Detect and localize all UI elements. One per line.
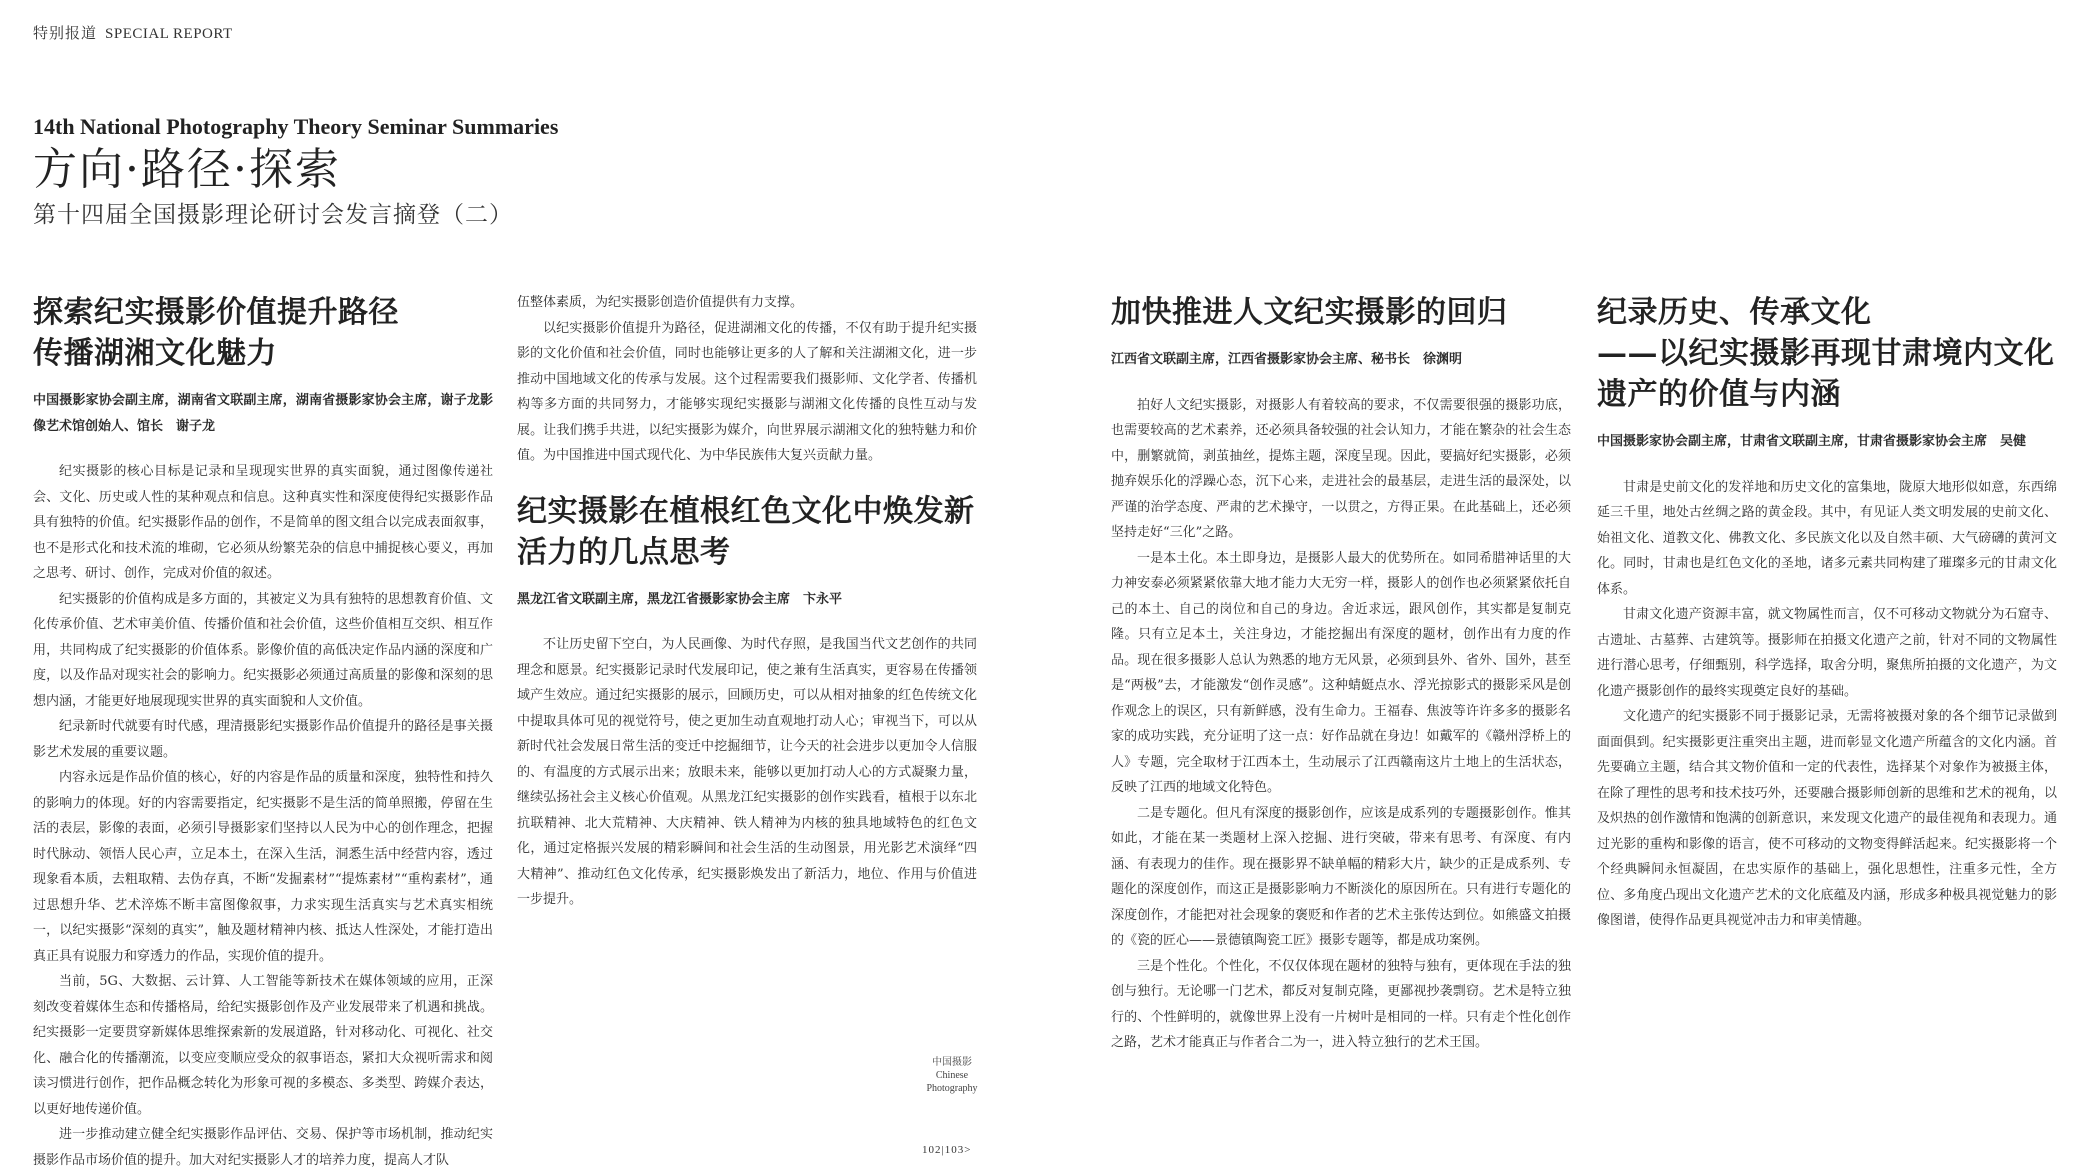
- article-4-title-line2: ——以纪实摄影再现甘肃境内文化: [1597, 336, 2055, 371]
- article-1-continuation: 伍整体素质，为纪实摄影创造价值提供有力支撑。: [517, 295, 804, 310]
- article-4-title-line1: 纪录历史、传承文化: [1597, 295, 1872, 330]
- article-3-paragraph: 三是个性化。个性化，不仅仅体现在题材的独特与独有，更体现在手法的独创与独行。无论哪一门艺术，都反对复制克隆，更鄙视抄袭剽窃。艺术是特立独行的、个性鲜明的，就像世界上没有一片树叶是相同的一样。只有走个性化创作之路，艺术才能真正与作者合二为一，进入特立独行的艺术王国。: [1111, 958, 1571, 1050]
- article-4-byline: 中国摄影家协会副主席，甘肃省文联副主席，甘肃省摄影家协会主席 吴健: [1597, 434, 2027, 449]
- article-1-paragraph: 纪实摄影的核心目标是记录和呈现现实世界的真实面貌，通过图像传递社会、文化、历史或人性的某种观点和信息。这种真实性和深度使得纪实摄影作品具有独特的价值。纪实摄影作品的创作，不是简单的图文组合以完成表面叙事，也不是形式化和技术流的堆砌，它必须从纷繁芜杂的信息中捕捉核心要义，再加之思考、研讨、创作，完成对价值的叙述。: [33, 464, 493, 581]
- main-title: 方向·路径·探索: [33, 144, 341, 195]
- article-2-title: [517, 491, 977, 573]
- section-label-cn: 特别报道: [33, 24, 98, 42]
- section-label-en: SPECIAL REPORT: [105, 26, 233, 42]
- running-head: [33, 22, 233, 43]
- article-2-title-line1: 纪实摄影在植根红色文化中焕发新: [517, 493, 975, 529]
- article-4-paragraph: 甘肃是史前文化的发祥地和历史文化的富集地，陇原大地形似如意，东西绵延三千里，地处古丝绸之路的黄金段。其中，有见证人类文明发展的史前文化、始祖文化、道教文化、佛教文化、多民族文化以及自然丰硕、大气磅礴的黄河文化。同时，甘肃也是红色文化的圣地，诸多元素共同构建了璀璨多元的甘肃文化体系。: [1597, 479, 2057, 597]
- credit-cn: 中国摄影: [932, 1057, 972, 1068]
- article-1-closing: 以纪实摄影价值提升为路径，促进湖湘文化的传播，不仅有助于提升纪实摄影的文化价值和社会价值，同时也能够让更多的人了解和关注湖湘文化，进一步推动中国地域文化的传承与发展。这个过程需要我们摄影师、文化学者、传播机构等多方面的共同努力，才能够实现纪实摄影与湖湘文化传播的良性互动与发展。让我们携手共进，以纪实摄影为媒介，向世界展示湖湘文化的独特魅力和价值。为中国推进中国式现代化、为中华民族伟大复兴贡献力量。: [517, 320, 977, 463]
- article-1-byline: 中国摄影家协会副主席，湖南省文联副主席，湖南省摄影家协会主席，谢子龙影像艺术馆创始人、馆长 谢子龙: [33, 393, 493, 434]
- magazine-credit: [922, 1056, 982, 1095]
- subtitle: 第十四届全国摄影理论研讨会发言摘登（二）: [33, 202, 513, 228]
- article-3-paragraph: 一是本土化。本土即身边，是摄影人最大的优势所在。如同希腊神话里的大力神安泰必须紧紧依靠大地才能力大无穷一样，摄影人的创作也必须紧紧依托自己的本土、自己的岗位和自己的身边。舍近求远，跟风创作，其实都是复制克隆。只有立足本土，关注身边，才能挖掘出有深度的题材，创作出有力度的作品。现在很多摄影人总认为熟悉的地方无风景，必须到县外、省外、国外，甚至是“两极”去，才能激发“创作灵感”。这种蜻蜓点水、浮光掠影式的摄影采风是创作观念上的误区，只有新鲜感，没有生命力。王福春、焦波等许许多多的摄影名家的成功实践，充分证明了这一点：好作品就在身边！如戴军的《赣州浮桥上的人》专题，完全取材于江西本土，生动展示了江西赣南这片土地上的生活状态，反映了江西的地域文化特色。: [1111, 550, 1571, 795]
- article-4-paragraph: 甘肃文化遗产资源丰富，就文物属性而言，仅不可移动文物就分为石窟寺、古遗址、古墓葬、古建筑等。摄影师在拍摄文化遗产之前，针对不同的文物属性进行潜心思考，仔细甄别，科学选择，取舍分明，聚焦所拍摄的文化遗产，为文化遗产摄影创作的最终实现奠定良好的基础。: [1597, 607, 2057, 699]
- article-2-column: [517, 290, 977, 913]
- article-2-paragraph: 不让历史留下空白，为人民画像、为时代存照，是我国当代文艺创作的共同理念和愿景。纪实摄影记录时代发展印记，使之兼有生活真实，更容易在传播领域产生效应。通过纪实摄影的展示，回顾历史，可以从相对抽象的红色传统文化中提取具体可见的视觉符号，使之更加生动直观地打动人心；审视当下，可以从新时代社会发展日常生活的变迁中挖掘细节，让今天的社会进步以更加令人信服的、有温度的方式展示出来；放眼未来，能够以更加打动人心的方式凝聚力量，继续弘扬社会主义核心价值观。从黑龙江纪实摄影的创作实践看，植根于以东北抗联精神、北大荒精神、大庆精神、铁人精神为内核的独具地域特色的红色文化，通过定格振兴发展的精彩瞬间和社会生活的生动图景，用光影艺术演绎“四大精神”、推动红色文化传承，纪实摄影焕发出了新活力，地位、作用与价值进一步提升。: [517, 637, 977, 907]
- article-1-paragraph: 当前，5G、大数据、云计算、人工智能等新技术在媒体领域的应用，正深刻改变着媒体生态和传播格局，给纪实摄影创作及产业发展带来了机遇和挑战。纪实摄影一定要贯穿新媒体思维探索新的发展道路，针对移动化、可视化、社交化、融合化的传播潮流，以变应变顺应受众的叙事语态，紧扣大众视听需求和阅读习惯进行创作，把作品概念转化为形象可视的多模态、多类型、跨媒介表达，以更好地传递价值。: [33, 974, 493, 1117]
- article-3-paragraph: 二是专题化。但凡有深度的摄影创作，应该是成系列的专题摄影创作。惟其如此，才能在某一类题材上深入挖掘、进行突破，带来有思考、有深度、有内涵、有表现力的佳作。现在摄影界不缺单幅的精彩大片，缺少的正是成系列、专题化的深度创作，而这正是摄影影响力不断淡化的原因所在。只有进行专题化的深度创作，才能把对社会现象的褒贬和作者的艺术主张传达到位。如熊盛文拍摄的《瓷的匠心——景德镇陶瓷工匠》摄影专题等，都是成功案例。: [1111, 805, 1571, 948]
- english-title: 14th National Photography Theory Seminar Summaries: [33, 114, 559, 139]
- article-1-paragraph: 纪实摄影的价值构成是多方面的，其被定义为具有独特的思想教育价值、文化传承价值、艺术审美价值、传播价值和社会价值，这些价值相互交织、相互作用，共同构成了纪实摄影的价值体系。影像价值的高低决定作品内涵的深度和广度，以及作品对现实社会的影响力。纪实摄影必须通过高质量的影像和深刻的思想内涵，才能更好地展现现实世界的真实面貌和人文价值。: [33, 591, 493, 709]
- article-1-title-line2: 传播湖湘文化魅力: [33, 336, 277, 371]
- article-3-paragraph: 拍好人文纪实摄影，对摄影人有着较高的要求，不仅需要很强的摄影功底，也需要较高的艺术素养，还必须具备较强的社会认知力，才能在繁杂的社会生态中，删繁就简，剥茧抽丝，提炼主题，深度呈现。因此，要搞好纪实摄影，必须抛弃娱乐化的浮躁心态，沉下心来，走进社会的最基层，走进生活的最深处，以严谨的治学态度、严肃的艺术操守，一以贯之，方得正果。在此基础上，还必须坚持走好“三化”之路。: [1111, 397, 1571, 540]
- article-1-title-line1: 探索纪实摄影价值提升路径: [33, 295, 399, 330]
- article-1-column: [33, 292, 493, 1173]
- article-3-byline: 江西省文联副主席，江西省摄影家协会主席、秘书长 徐渊明: [1111, 352, 1463, 367]
- article-2-byline: 黑龙江省文联副主席，黑龙江省摄影家协会主席 卞永平: [517, 591, 843, 607]
- article-1-paragraph: 进一步推动建立健全纪实摄影作品评估、交易、保护等市场机制，推动纪实摄影作品市场价值的提升。加大对纪实摄影人才的培养力度，提高人才队: [33, 1127, 493, 1168]
- article-4-title-line3: 遗产的价值与内涵: [1597, 377, 1841, 412]
- article-1-paragraph: 纪录新时代就要有时代感，理清摄影纪实摄影作品价值提升的路径是事关摄影艺术发展的重要议题。: [33, 719, 493, 760]
- credit-en-1: Chinese: [935, 1070, 969, 1081]
- page-numbers: 102|103>: [922, 1144, 972, 1156]
- article-4-column: [1597, 292, 2057, 934]
- article-1-paragraph: 内容永远是作品价值的核心，好的内容是作品的质量和深度，独特性和持久的影响力的体现。好的内容需要指定，纪实摄影不是生活的简单照搬，停留在生活的表层，影像的表面，必须引导摄影家们坚持以人民为中心的创作理念，把握时代脉动、领悟人民心声，立足本土，在深入生活，洞悉生活中经营内容，透过现象看本质，去粗取精、去伪存真，不断“发掘素材”“提炼素材”“重构素材”，通过思想升华、艺术淬炼不断丰富图像叙事，力求实现生活真实与艺术真实相统一，以纪实摄影“深刻的真实”，触及题材精神内核、抵达人性深处，才能打造出真正具有说服力和穿透力的作品，实现价值的提升。: [33, 770, 493, 964]
- article-3-column: [1111, 292, 1571, 1056]
- article-2-title-line2: 活力的几点思考: [517, 534, 731, 570]
- article-4-paragraph: 文化遗产的纪实摄影不同于摄影记录，无需将被摄对象的各个细节记录做到面面俱到。纪实摄影更注重突出主题，进而彰显文化遗产所蕴含的文化内涵。首先要确立主题，结合其文物价值和一定的代表性，选择某个对象作为被摄主体，在除了理性的思考和技术技巧外，还要融合摄影师创新的思维和艺术的视角，以及炽热的创作激情和饱满的创新意识，来发现文化遗产的最佳视角和表现力。通过光影的重构和影像的语言，使不可移动的文物变得鲜活起来。纪实摄影将一个个经典瞬间永恒凝固，在忠实原作的基础上，强化思想性，注重多元性，全方位、多角度凸现出文化遗产艺术的文化底蕴及内涵，形成多种极具视觉魅力的影像图谱，使得作品更具视觉冲击力和审美情趣。: [1597, 709, 2057, 928]
- article-1-title: [33, 292, 493, 374]
- article-3-title: 加快推进人文纪实摄影的回归: [1111, 295, 1508, 330]
- credit-en-2: Photography: [926, 1083, 978, 1094]
- article-4-title: [1597, 292, 2057, 415]
